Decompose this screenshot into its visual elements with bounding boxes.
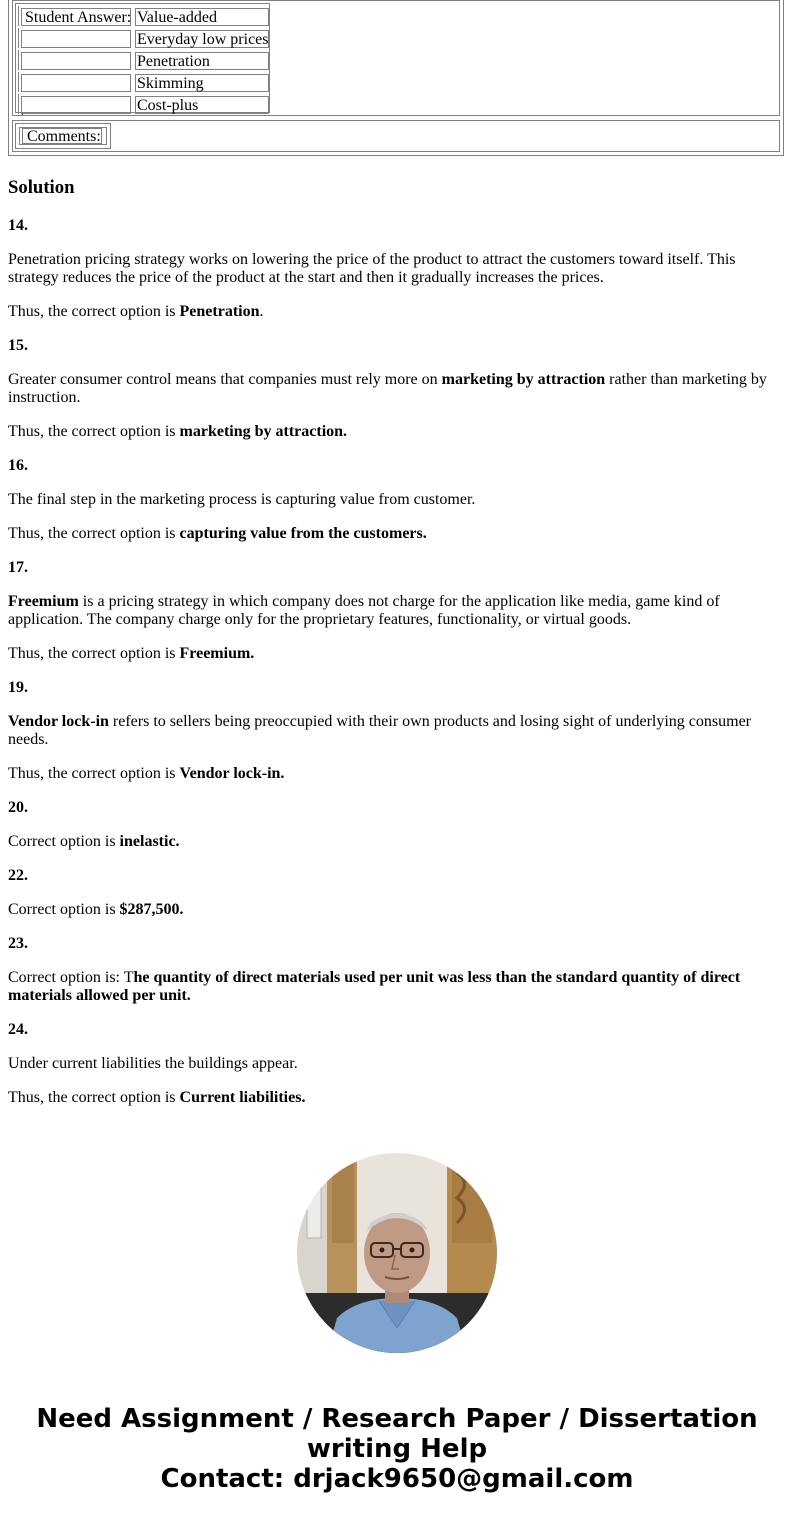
answer-options-box (15, 3, 270, 118)
answer-highlight: Penetration (179, 303, 260, 320)
text-segment: rather than marketing by instruction. (8, 371, 767, 406)
question-number: 24. (8, 1021, 28, 1038)
question-number: 16. (8, 457, 28, 474)
comments-cell (15, 123, 111, 149)
answer-statement (8, 423, 784, 441)
question-number: 14. (8, 217, 28, 234)
empty-answer-cell (21, 52, 131, 70)
question-number: 19. (8, 679, 28, 696)
question-number: 22. (8, 867, 28, 884)
answer-statement (8, 1089, 784, 1107)
answer-highlight: Vendor lock-in. (179, 765, 285, 782)
author-portrait-image (297, 1153, 497, 1353)
answer-highlight: marketing by attraction. (179, 423, 348, 440)
footer-contact-email: Contact: drjack9650@gmail.com (160, 1464, 634, 1494)
text-segment: Under current liabilities the buildings appear. (8, 1055, 298, 1072)
comments-row (12, 120, 780, 152)
solution-paragraph (8, 251, 784, 287)
solution-paragraph (8, 371, 784, 407)
solution-paragraph (8, 1055, 784, 1073)
text-segment: Thus, the correct option is (8, 645, 180, 662)
answer-highlight: marketing by attraction (441, 371, 606, 388)
solution-paragraph (8, 901, 784, 919)
answer-highlight: Vendor lock-in (8, 713, 109, 730)
answer-highlight: inelastic. (119, 833, 180, 850)
text-segment: Thus, the correct option is (8, 1089, 180, 1106)
answer-row (12, 0, 780, 116)
text-segment: Correct option is (8, 901, 120, 918)
option-cost-plus: Cost-plus (135, 96, 269, 114)
solution-paragraph (8, 593, 784, 629)
author-avatar (297, 1153, 497, 1353)
answer-table (8, 0, 784, 156)
option-skimming: Skimming (135, 74, 269, 92)
text-segment: Thus, the correct option is (8, 525, 180, 542)
question-number: 17. (8, 559, 28, 576)
answer-statement (8, 645, 784, 663)
answer-statement (8, 765, 784, 783)
text-segment: Thus, the correct option is (8, 765, 180, 782)
solution-paragraph (8, 969, 784, 1005)
student-answer-label: Student Answer: (21, 8, 131, 26)
answer-highlight: Current liabilities. (179, 1089, 306, 1106)
footer-contact (0, 1404, 794, 1494)
text-segment: The final step in the marketing process is capturing value from customer. (8, 491, 476, 508)
option-penetration: Penetration (135, 52, 269, 70)
footer-help-text: Need Assignment / Research Paper / Dissertation writing Help (36, 1404, 758, 1464)
solution-paragraph (8, 833, 784, 851)
solution-heading: Solution (8, 177, 75, 198)
answer-highlight: he quantity of direct materials used per unit was less than the standard quantity of direct materials allowed per unit. (8, 969, 741, 1004)
text-segment: refers to sellers being preoccupied with their own products and losing sight of underlying consumer needs. (8, 713, 751, 748)
text-segment: Thus, the correct option is (8, 303, 180, 320)
question-number: 23. (8, 935, 28, 952)
text-segment: Correct option is (8, 833, 120, 850)
question-number: 20. (8, 799, 28, 816)
dot-mark: . (21, 107, 24, 118)
answer-statement (8, 525, 784, 543)
answer-highlight: Freemium (8, 593, 79, 610)
text-segment: is a pricing strategy in which company does not charge for the application like media, game kind of application. The company charge only for the proprietary features, functionality, or virtual goods. (8, 593, 720, 628)
empty-answer-cell (21, 30, 131, 48)
question-number: 15. (8, 337, 28, 354)
text-segment: Penetration pricing strategy works on lowering the price of the product to attract the customers toward itself. This strategy reduces the price of the product at the start and then it gradually increases the prices. (8, 251, 736, 286)
comments-cell-inner (19, 127, 107, 145)
answer-statement (8, 303, 784, 321)
option-value-added: Value-added (135, 8, 269, 26)
empty-answer-cell (21, 96, 131, 114)
text-segment: Correct option is: T (8, 969, 134, 986)
comments-label: Comments: (22, 128, 102, 144)
option-everyday-low-prices: Everyday low prices (137, 31, 269, 48)
solution-paragraph (8, 713, 784, 749)
text-segment: Thus, the correct option is (8, 423, 180, 440)
empty-answer-cell (21, 74, 131, 92)
answer-highlight: $287,500. (119, 901, 184, 918)
text-segment: . (259, 303, 264, 320)
solution-paragraph (8, 491, 784, 509)
answer-highlight: Freemium. (179, 645, 255, 662)
text-segment: Greater consumer control means that companies must rely more on (8, 371, 442, 388)
answer-highlight: capturing value from the customers. (179, 525, 427, 542)
